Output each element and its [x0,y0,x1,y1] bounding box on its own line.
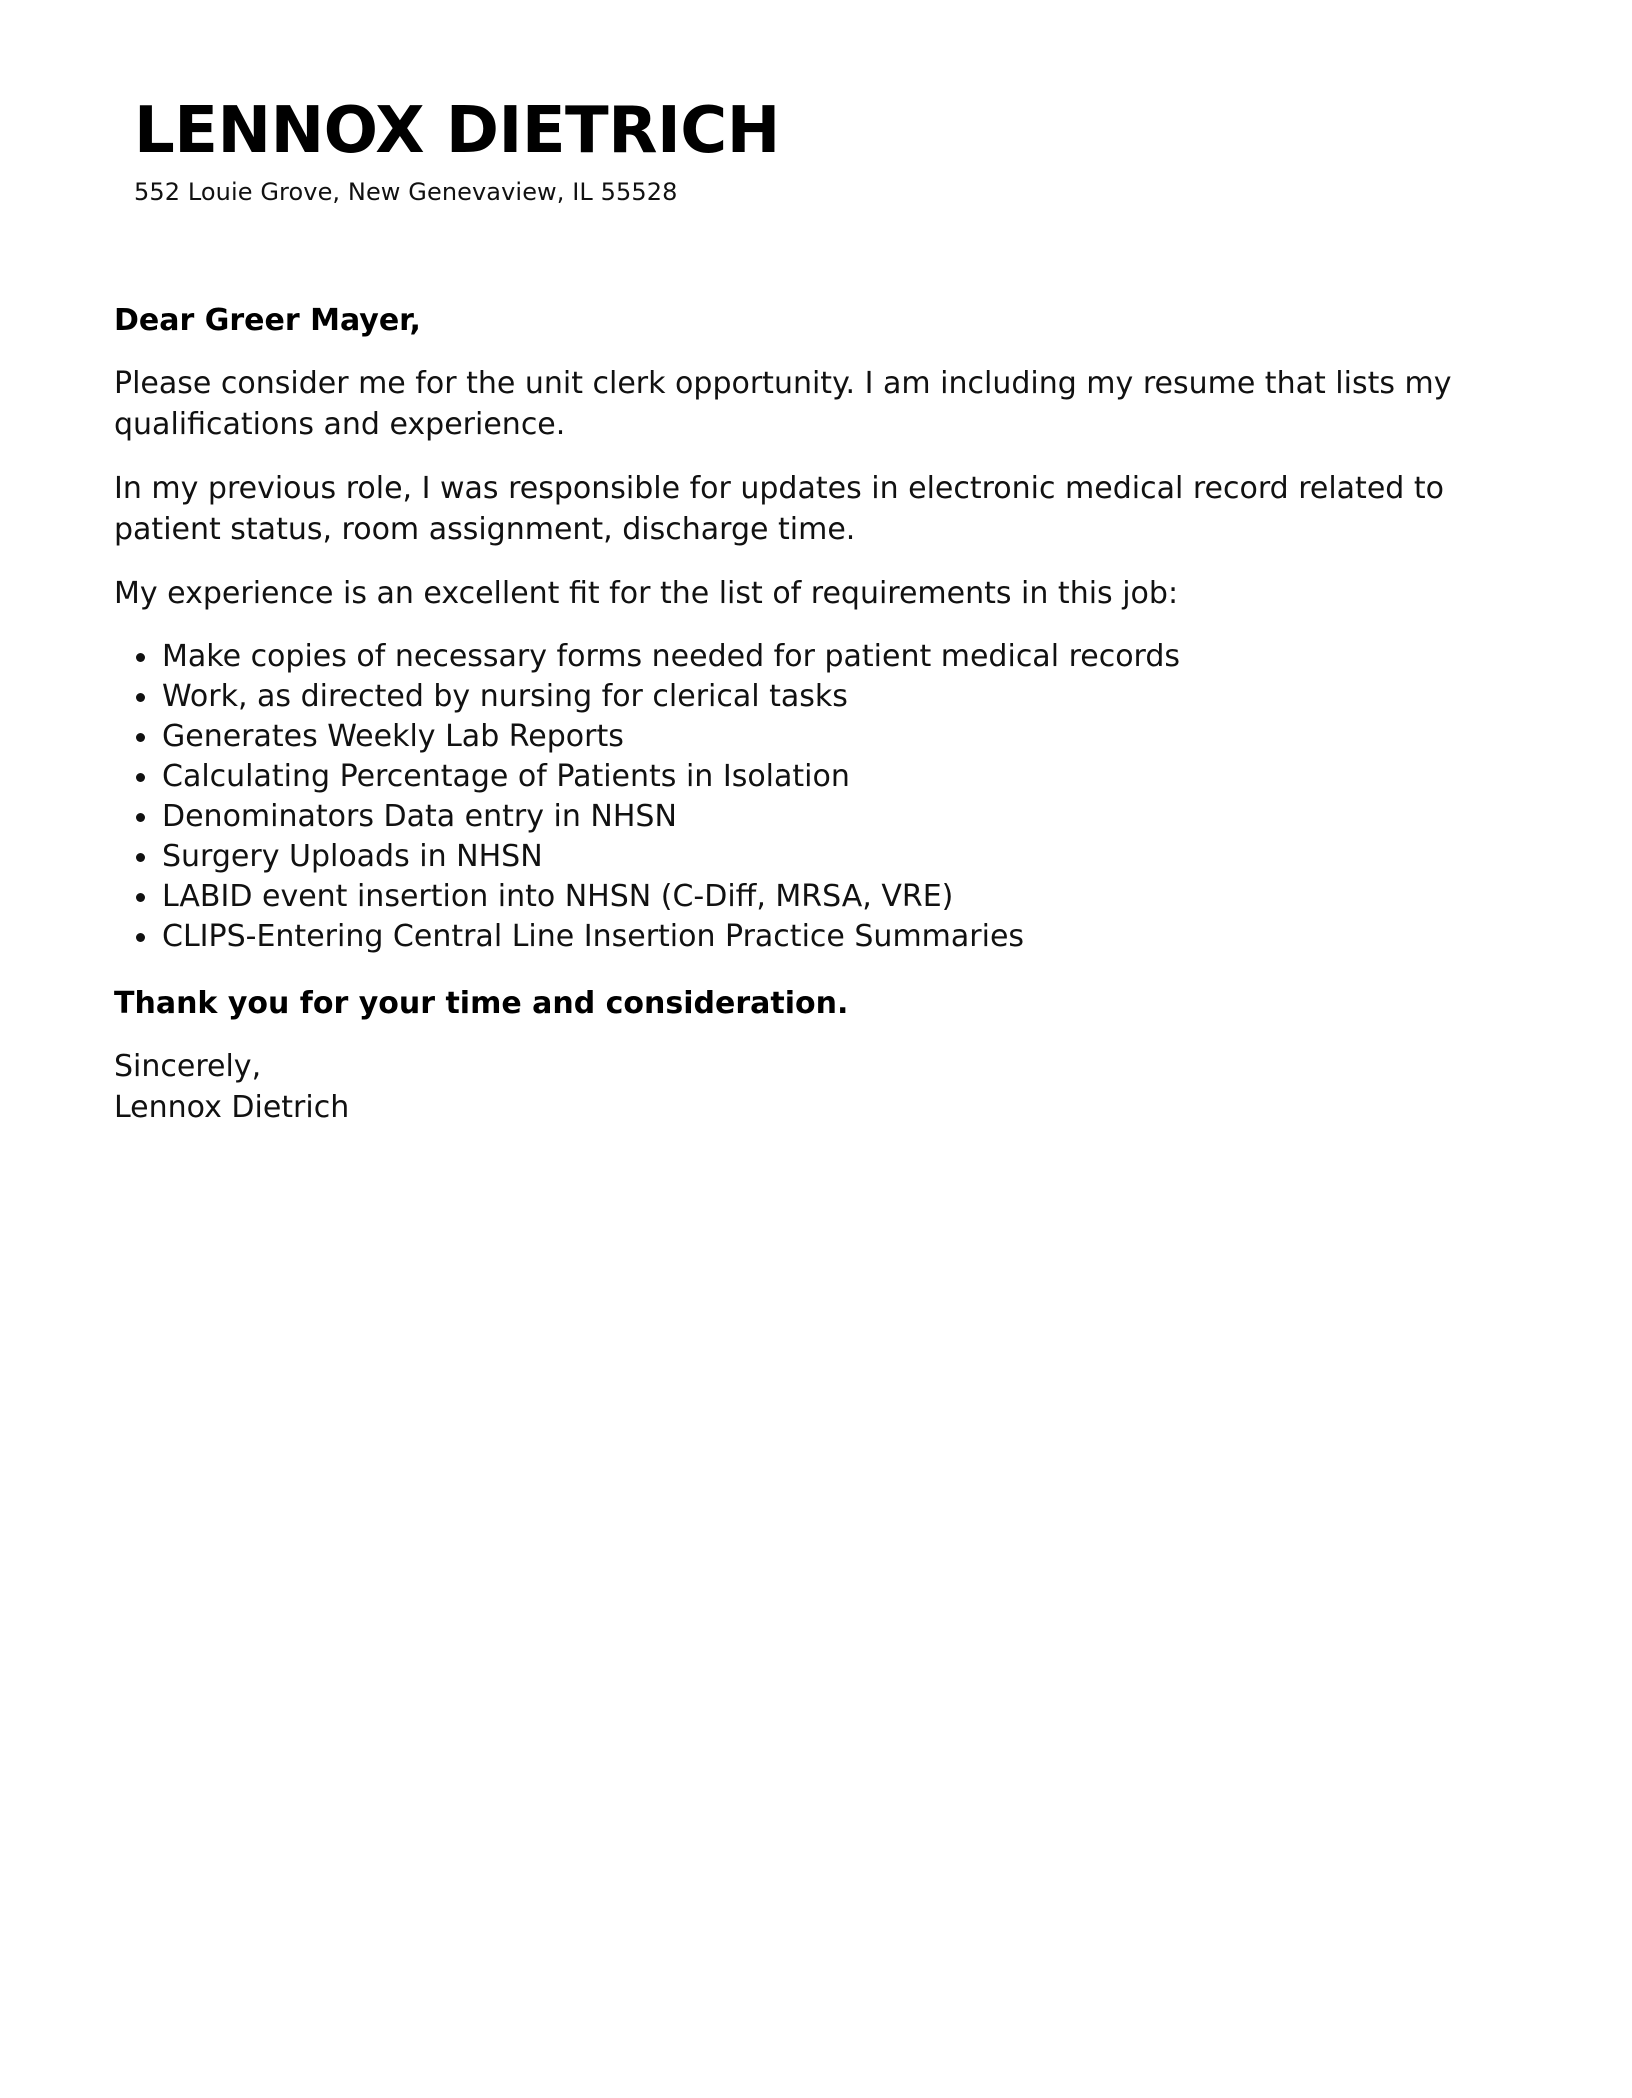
salutation: Dear Greer Mayer, [114,303,421,338]
experience-paragraph: In my previous role, I was responsible for updates in electronic medical record related to patient status, room assignment, discharge time. [114,471,1444,547]
bullet-icon [136,733,145,742]
signoff-block [114,1046,1514,1128]
list-item [162,677,1514,717]
bullet-icon [136,813,145,822]
closing-line: Thank you for your time and consideration. [114,986,849,1021]
list-item-text: Generates Weekly Lab Reports [162,719,624,754]
bullet-icon [136,893,145,902]
signature-name: Lennox Dietrich [114,1090,350,1125]
list-item [162,917,1514,957]
list-item [162,797,1514,837]
list-item [162,637,1514,677]
list-item-text: Denominators Data entry in NHSN [162,799,677,834]
bullet-icon [136,693,145,702]
letter-header [134,95,1434,207]
list-item-text: Work, as directed by nursing for clerical tasks [162,679,848,714]
requirements-list [114,637,1514,957]
bullet-icon [136,933,145,942]
requirements-intro: My experience is an excellent fit for the list of requirements in this job: [114,576,1179,611]
list-item-text: Surgery Uploads in NHSN [162,839,543,874]
applicant-address: 552 Louie Grove, New Genevaview, IL 55528 [134,178,678,206]
list-item-text: LABID event insertion into NHSN (C-Diff, MRSA, VRE) [162,879,954,914]
bullet-icon [136,773,145,782]
list-item-text: CLIPS-Entering Central Line Insertion Practice Summaries [162,919,1025,954]
list-item-text: Make copies of necessary forms needed for patient medical records [162,639,1181,674]
list-item-text: Calculating Percentage of Patients in Isolation [162,759,850,794]
list-item [162,837,1514,877]
list-item [162,717,1514,757]
signoff: Sincerely, [114,1049,262,1084]
applicant-name: LENNOX DIETRICH [134,94,780,168]
letter-body [114,300,1514,1128]
bullet-icon [136,653,145,662]
bullet-icon [136,853,145,862]
list-item [162,877,1514,917]
intro-paragraph: Please consider me for the unit clerk opportunity. I am including my resume that lists my qualifications and experience. [114,366,1452,442]
list-item [162,757,1514,797]
